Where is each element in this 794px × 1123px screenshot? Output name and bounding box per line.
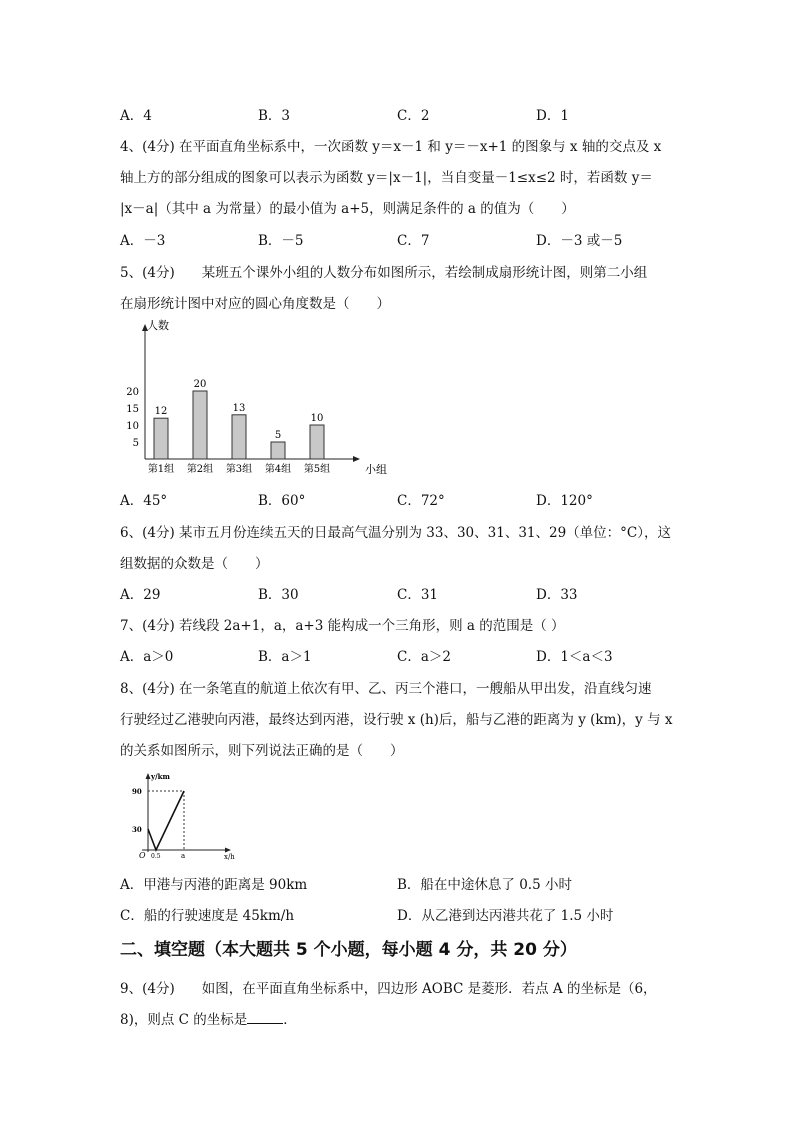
bar-value-label: 12 bbox=[154, 406, 168, 418]
q8-line2: 行驶经过乙港驶向丙港，最终达到丙港，设行驶 x (h)后，船与乙港的距离为 y (km)，y 与 x bbox=[120, 712, 673, 728]
y-tick-label: 5 bbox=[132, 438, 139, 449]
section-title: 二、填空题（本大题共 5 个小题，每小题 4 分，共 20 分） bbox=[120, 940, 577, 960]
q8-option-a: A．甲港与丙港的距离是 90km bbox=[120, 877, 308, 893]
q7-option-d: D．1＜a＜3 bbox=[536, 649, 613, 665]
q4-option-b: B．－5 bbox=[258, 233, 304, 249]
bar-value-label: 5 bbox=[274, 430, 282, 441]
option-c: C．2 bbox=[397, 108, 430, 124]
category-label: 第4组 bbox=[264, 464, 292, 475]
q5-option-a: A．45° bbox=[120, 493, 168, 509]
q8-option-d: D．从乙港到达丙港共花了 1.5 小时 bbox=[397, 908, 614, 924]
xa-label: a bbox=[181, 852, 186, 860]
q6-option-d: D．33 bbox=[536, 587, 578, 603]
bar bbox=[193, 391, 207, 459]
y-axis-title: 人数 bbox=[147, 319, 169, 332]
q6-option-a: A．29 bbox=[120, 587, 161, 603]
y-axis-arrow bbox=[146, 773, 151, 779]
bar-value-label: 20 bbox=[193, 379, 207, 390]
q7-option-a: A．a＞0 bbox=[120, 649, 174, 665]
bar bbox=[154, 418, 168, 459]
bar bbox=[271, 442, 285, 459]
q5-line1: 5、(4分) 某班五个课外小组的人数分布如图所示，若绘制成扇形统计图，则第二小组 bbox=[120, 265, 648, 281]
bar-value-label: 13 bbox=[232, 402, 246, 414]
q4-line1: 4、(4分) 在平面直角坐标系中，一次函数 y＝x－1 和 y＝－x+1 的图象与 x 轴的交点及 x bbox=[120, 139, 662, 155]
y30-label: 30 bbox=[132, 825, 142, 834]
q5-line2: 在扇形统计图中对应的圆心角度数是（ ） bbox=[120, 296, 390, 312]
q4-option-d: D．－3 或－5 bbox=[536, 233, 623, 249]
q6-option-c: C．31 bbox=[397, 587, 439, 603]
q4-line2: 轴上方的部分组成的图象可以表示为函数 y＝|x－1|，当自变量－1≤x≤2 时，若函数 y＝ bbox=[120, 170, 653, 186]
y-tick-label: 15 bbox=[126, 404, 139, 415]
q9-line1: 9、(4分) 如图，在平面直角坐标系中，四边形 AOBC 是菱形．若点 A 的坐标是（6， bbox=[120, 981, 657, 997]
q5-option-d: D．120° bbox=[536, 493, 593, 509]
bar bbox=[232, 415, 246, 459]
distance-time-graph bbox=[128, 770, 238, 860]
x-axis-label: x/h bbox=[224, 853, 235, 860]
answer-blank[interactable] bbox=[247, 1011, 283, 1024]
graph-line bbox=[148, 791, 184, 850]
q4-option-a: A．－3 bbox=[120, 233, 166, 249]
y-tick-label: 10 bbox=[126, 421, 139, 432]
category-label: 第1组 bbox=[147, 464, 175, 475]
y-axis-label: y/km bbox=[151, 772, 170, 781]
x-axis-title: 小组 bbox=[365, 463, 387, 476]
category-label: 第2组 bbox=[186, 464, 214, 475]
q6-line2: 组数据的众数是（ ） bbox=[120, 556, 269, 572]
x05-label: 0.5 bbox=[151, 853, 161, 860]
option-a: A．4 bbox=[120, 108, 152, 124]
x-axis-arrow bbox=[353, 456, 360, 462]
q5-option-b: B．60° bbox=[258, 493, 306, 509]
q8-option-b: B．船在中途休息了 0.5 小时 bbox=[397, 877, 572, 893]
q4-option-c: C．7 bbox=[397, 233, 430, 249]
y-tick-label: 20 bbox=[126, 387, 139, 398]
bar bbox=[310, 425, 324, 459]
y90-label: 90 bbox=[132, 787, 142, 796]
q8-line1: 8、(4分) 在一条笔直的航道上依次有甲、乙、丙三个港口，一艘船从甲出发，沿直线匀速 bbox=[120, 681, 652, 697]
q6-option-b: B．30 bbox=[258, 587, 299, 603]
bar-chart bbox=[115, 314, 405, 484]
category-label: 第3组 bbox=[225, 464, 253, 475]
origin-label: O bbox=[139, 851, 146, 860]
q9-line2: 8)，则点 C 的坐标是 bbox=[120, 1012, 248, 1028]
option-b: B．3 bbox=[258, 108, 291, 124]
q8-option-c: C．船的行驶速度是 45km/h bbox=[120, 908, 295, 924]
bar-value-label: 10 bbox=[310, 413, 324, 424]
q9-line2-end: ． bbox=[283, 1012, 297, 1028]
q5-option-c: C．72° bbox=[397, 493, 445, 509]
q8-line3: 的关系如图所示，则下列说法正确的是（ ） bbox=[120, 743, 404, 759]
chart-axes bbox=[142, 324, 360, 462]
option-d: D．1 bbox=[536, 108, 569, 124]
q9-line2-wrap bbox=[120, 1008, 297, 1028]
q7-line1: 7、(4分) 若线段 2a+1，a，a+3 能构成一个三角形，则 a 的范围是（ ） bbox=[120, 618, 565, 634]
category-label: 第5组 bbox=[303, 464, 331, 475]
q4-line3: |x－a|（其中 a 为常量）的最小值为 a+5，则满足条件的 a 的值为（ ） bbox=[120, 201, 575, 217]
q7-option-b: B．a＞1 bbox=[258, 649, 312, 665]
x-axis-arrow bbox=[225, 848, 231, 853]
q6-line1: 6、(4分) 某市五月份连续五天的日最高气温分别为 33、30、31、31、29（单位：°C），这 bbox=[120, 525, 672, 541]
chart-bars bbox=[154, 391, 324, 459]
q7-option-c: C．a＞2 bbox=[397, 649, 451, 665]
